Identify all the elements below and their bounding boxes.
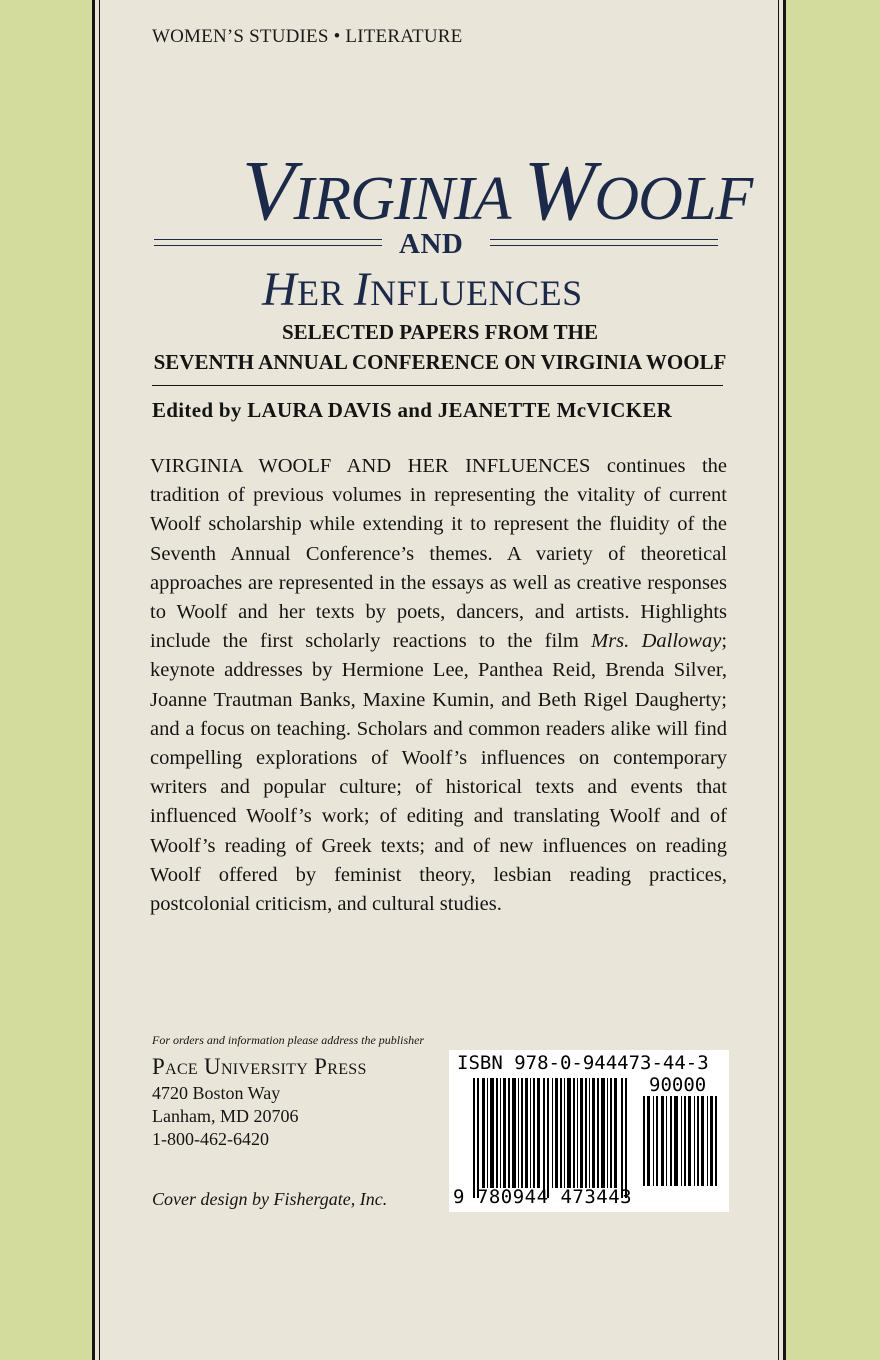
price-code: 90000 [649, 1074, 707, 1096]
orders-note: For orders and information please address the publisher [152, 1033, 425, 1047]
category-label: WOMEN’S STUDIES • LITERATURE [152, 26, 463, 47]
ean-barcode-bars [473, 1078, 633, 1198]
isbn-number: ISBN 978-0-944473-44-3 [457, 1052, 709, 1074]
editors-rule [152, 385, 723, 386]
subtitle-line-1: SELECTED PAPERS FROM THE [281, 320, 599, 344]
title-rest-irginia: IRGINIA [293, 165, 524, 233]
publisher-address-1: 4720 Boston Way [152, 1083, 281, 1103]
title-rule-right [490, 239, 718, 246]
title-cap-h: H [262, 263, 298, 316]
description-part-1: VIRGINIA WOOLF AND HER INFLUENCES continues the tradition of previous volumes in representing the vitality of current Woolf scholarship while extending it to represent the fluidity of the Seventh Annual Conference’s themes. A variety of theoretical approaches are represented in the essays as well as creative responses to Woolf and her texts by poets, dancers, and artists. Highlights include the first scholarly reactions to the film [150, 455, 727, 653]
subtitle [152, 317, 728, 377]
price-addon-bars [643, 1096, 723, 1186]
ean-digits: 9 780944 473443 [453, 1186, 633, 1208]
title-rest-oolf: OOLF [594, 165, 753, 233]
title-rest-nfluences: NFLUENCES [370, 273, 583, 313]
title-cap-v: V [242, 142, 294, 238]
publisher-address-2: Lanham, MD 20706 [152, 1106, 299, 1126]
title-and: AND [399, 228, 464, 260]
subtitle-line-2: SEVENTH ANNUAL CONFERENCE ON VIRGINIA WOOLF [153, 350, 727, 374]
isbn-barcode [449, 1050, 729, 1212]
title-cap-i: I [353, 263, 371, 316]
title-line-2 [262, 262, 583, 317]
film-title: Mrs. Dalloway [591, 630, 722, 653]
title-rule-left [154, 239, 382, 246]
spine-edge-left [0, 0, 92, 1360]
title-line-1 [242, 140, 752, 240]
editors-line: Edited by LAURA DAVIS and JEANETTE McVICKER [152, 398, 673, 422]
spine-edge-right [786, 0, 880, 1360]
publisher-name-text: Pace University Press [152, 1054, 367, 1079]
cover-design-credit: Cover design by Fishergate, Inc. [152, 1189, 388, 1209]
publisher-name [152, 1054, 367, 1080]
publisher-phone: 1-800-462-6420 [152, 1129, 269, 1149]
title-cap-w: W [523, 142, 595, 238]
title-rest-er: ER [297, 273, 354, 313]
book-description [150, 452, 727, 919]
description-part-2: ; keynote addresses by Hermione Lee, Panthea Reid, Brenda Silver, Joanne Trautman Banks, Maxine Kumin, and Beth Rigel Daugherty; and a focus on teaching. Scholars and common readers alike will find compelling explorations of Woolf’s influences on contemporary writers and popular culture; of historical texts and events that influenced Woolf’s work; of editing and translating Woolf and of Woolf’s reading of Greek texts; and of new influences on reading Woolf offered by feminist theory, lesbian reading practices, postcolonial criticism, and cultural studies. [150, 630, 728, 916]
